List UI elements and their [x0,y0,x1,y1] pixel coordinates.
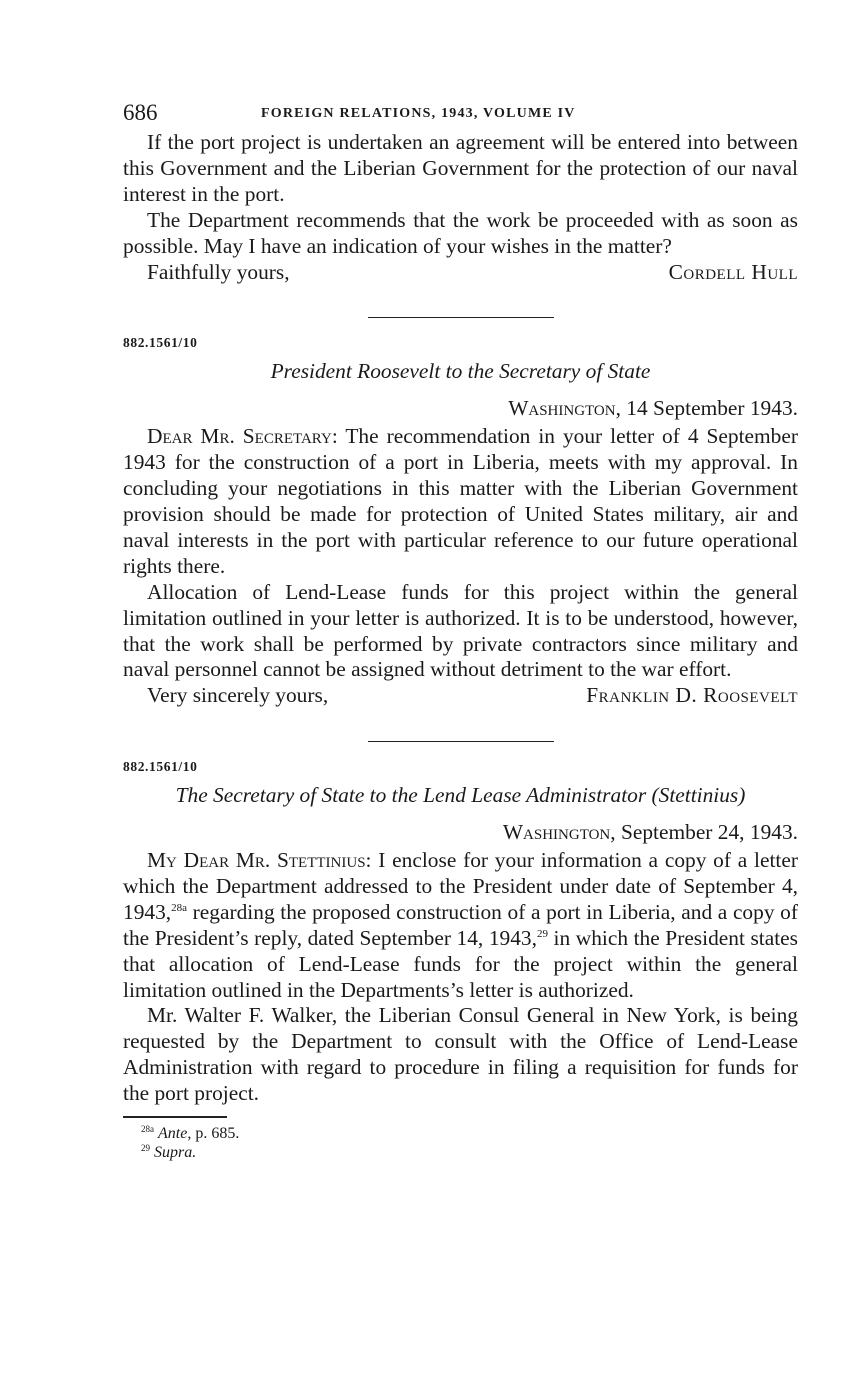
footnote-italic: Ante [158,1125,188,1143]
dateline [123,820,798,846]
document-page [123,96,798,1162]
file-number: 882.1561/10 [123,759,198,775]
paragraph: Mr. Walter F. Walker, the Liberian Consul General in New York, is being requested by the Department to consult with the Office of Lend-Lease Administration with regard to procedure in filing a requisition for funds for the port project. [123,1003,798,1106]
paragraph: The Department recommends that the work be proceeded with as soon as possible. May I have an indication of your wishes in the matter? [123,207,798,258]
footnote-ref: 28a [171,901,188,914]
footnotes [123,1124,798,1162]
section-divider [368,317,554,318]
running-title: FOREIGN RELATIONS, 1943, VOLUME IV [261,106,576,121]
dateline-place: Washington [502,820,611,845]
footnote-text: , p. 685. [187,1125,240,1143]
document-title: President Roosevelt to the Secretary of State [270,359,651,384]
footnote-marker: 29 [141,1143,150,1154]
section-divider [368,741,554,742]
signature: Cordell Hull [668,259,798,284]
paragraph: If the port project is undertaken an agreement will be entered into between this Government and the Liberian Government for the protection of our naval interest in the port. [123,130,798,206]
footnote-marker: 28a [141,1124,154,1135]
footnote-rule [123,1116,227,1118]
dateline-date: , 14 September 1943. [615,396,798,421]
dateline-date: , September 24, 1943. [610,820,798,845]
paragraph [123,848,798,1003]
paragraph-text: : I enclose for your information a copy of a letter which the Department addressed to the President under date of September 4, 1943, [123,848,798,924]
paragraph: Allocation of Lend-Lease funds for this project within the general limitation outlined in your letter is authorized. It is to be understood, however, that the work shall be performed by private contractors since military and naval personnel cannot be assigned without detriment to the war effort. [123,579,798,682]
paragraph-text: regarding the proposed construction of a port in Liberia, and a copy of the President’s reply, dated September 14, 1943, [123,899,798,950]
closing-line [123,683,798,709]
complimentary-close: Faithfully yours, [147,259,290,284]
salutation: Dear Mr. Secretary [147,424,332,449]
footnote-ref: 29 [536,927,548,940]
running-head [123,96,798,130]
dateline-place: Washington [508,396,616,421]
page-number: 686 [123,100,158,125]
paragraph-text: : The recommendation in your letter of 4 September 1943 for the construction of a port in Liberia, meets with my approval. In concluding your negotiations in this matter with the Liberian Government provision should be made for protection of United States military, air and naval interests in the port with particular reference to our future operational rights there. [123,424,798,578]
footnote-italic: Supra. [154,1144,197,1162]
footnote [141,1124,798,1143]
complimentary-close: Very sincerely yours, [147,683,329,708]
footnote [141,1143,798,1162]
dateline [123,396,798,422]
document-title: The Secretary of State to the Lend Lease Administrator (Stettinius) [175,783,746,808]
salutation: My Dear Mr. Stettinius [147,848,366,873]
signature: Franklin D. Roosevelt [586,683,798,708]
closing-line [123,260,798,286]
paragraph-text: in which the President states that allocation of Lend-Lease funds for the project within the general limitation outlined in the Departments’s letter is authorized. [123,925,798,1002]
paragraph [123,424,798,579]
file-number: 882.1561/10 [123,335,198,351]
